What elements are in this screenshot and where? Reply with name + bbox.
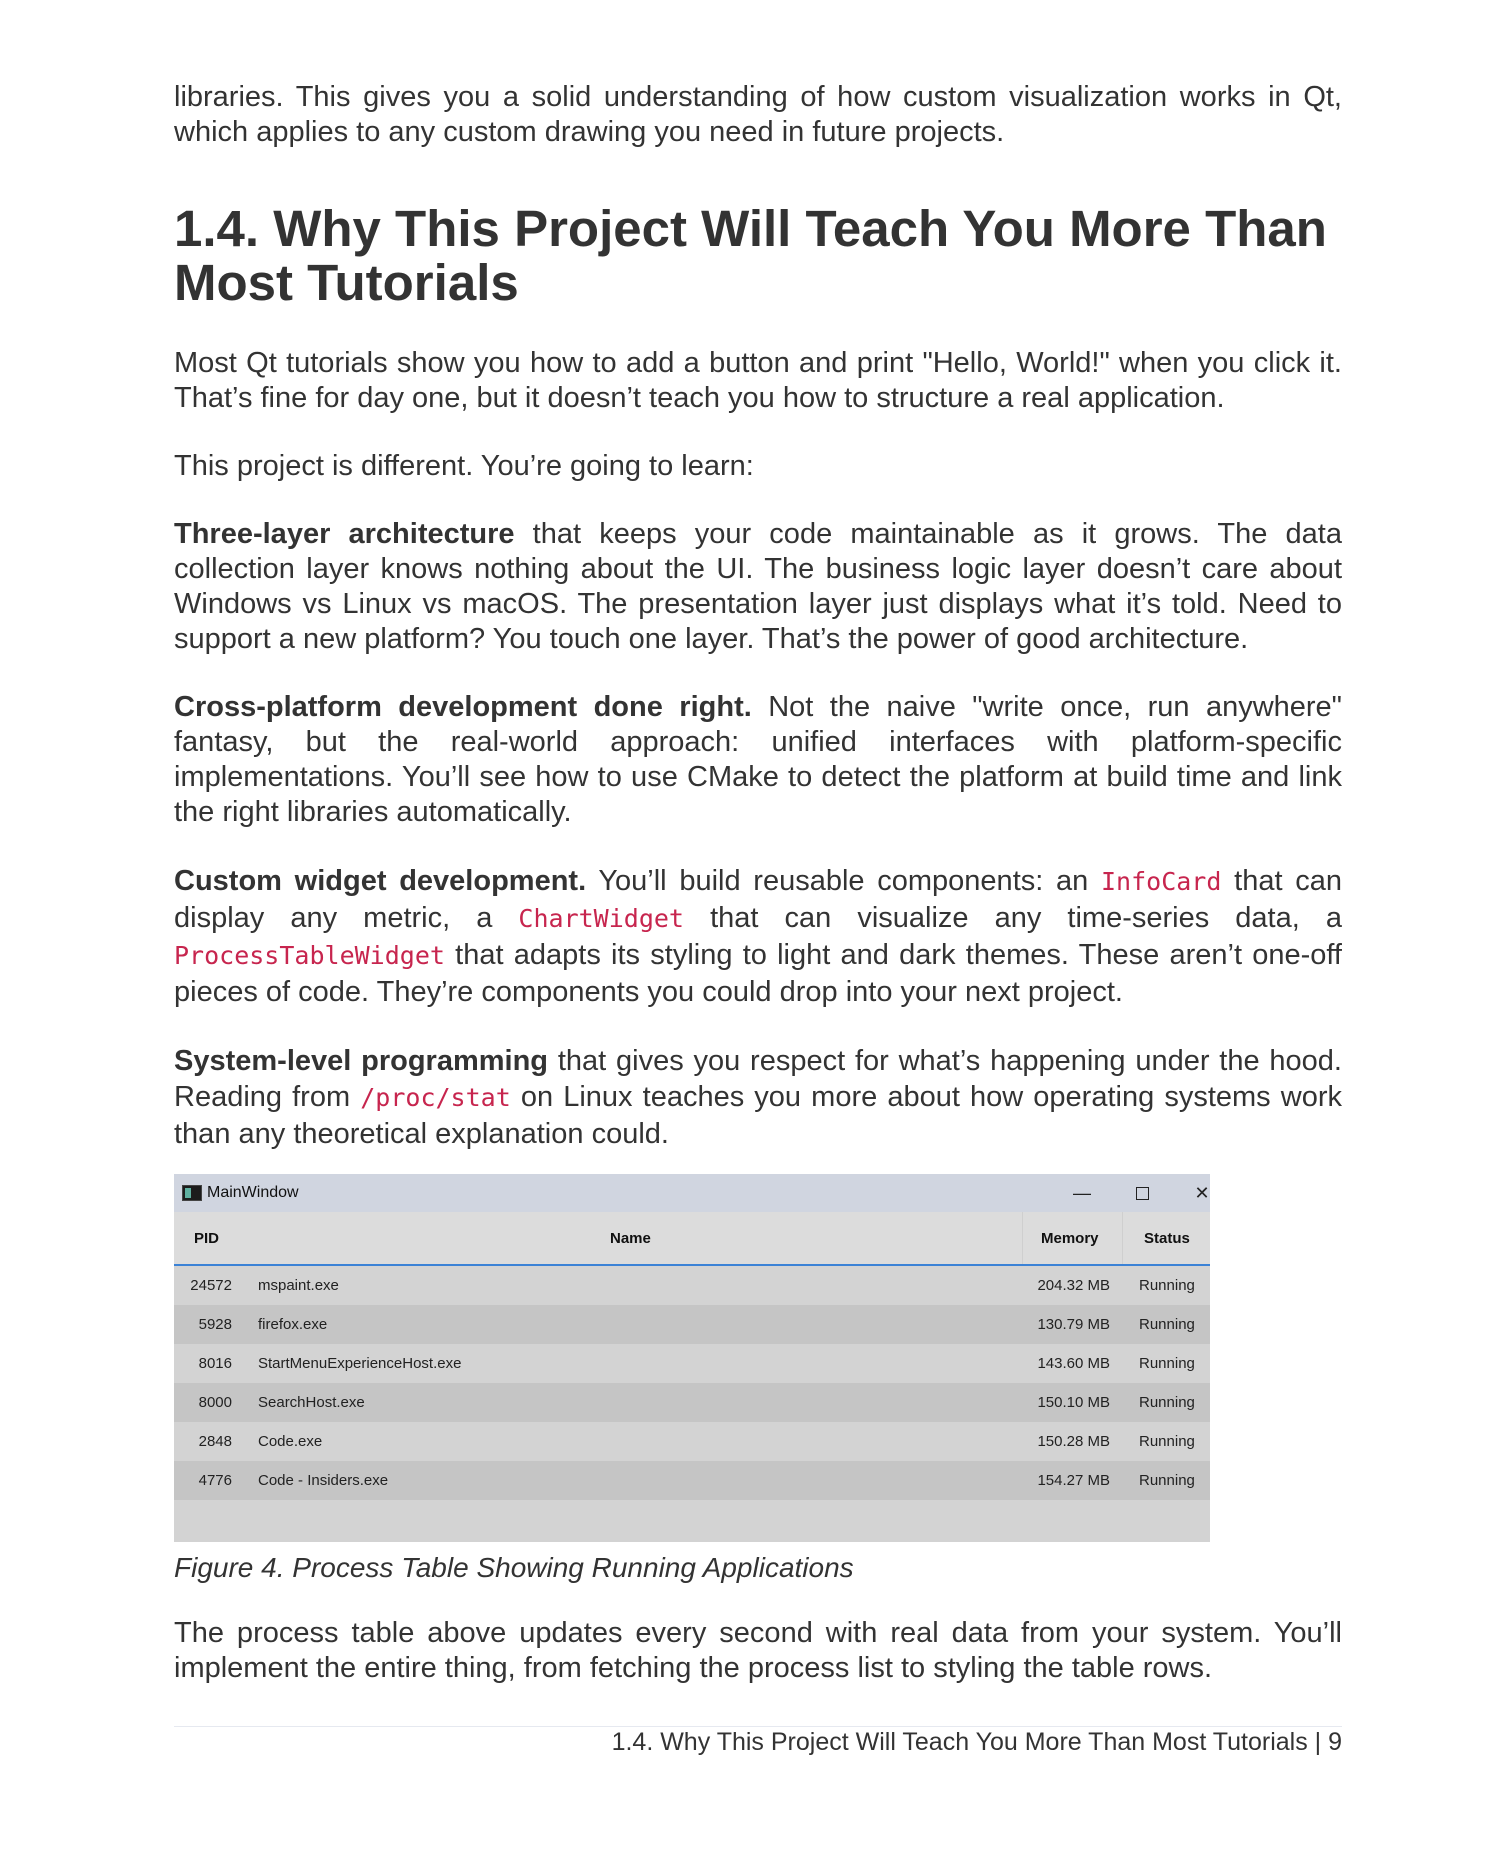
system-level-text-1: that gives you respect for what’s happening under the hood. Reading from bbox=[174, 1045, 1342, 1113]
figure-process-table bbox=[174, 1174, 1210, 1542]
code-processtablewidget: ProcessTableWidget bbox=[174, 941, 445, 970]
closing-section bbox=[174, 1616, 1342, 1686]
close-button[interactable]: ✕ bbox=[1194, 1182, 1210, 1203]
custom-widget-text-2: that can display any metric, a bbox=[174, 865, 1342, 934]
maximize-icon bbox=[1136, 1187, 1149, 1200]
custom-widget-text-4: that adapts its styling to light and dark themes. These aren’t one-off pieces of code. They’re components you could drop into your next project. bbox=[174, 939, 1342, 1008]
term-three-layer: Three-layer architecture bbox=[174, 518, 515, 550]
minimize-button[interactable]: — bbox=[1073, 1182, 1091, 1203]
cell-memory: 154.27 MB bbox=[1037, 1472, 1110, 1489]
code-infocard: InfoCard bbox=[1101, 867, 1222, 896]
cell-name: mspaint.exe bbox=[258, 1277, 339, 1294]
header-divider[interactable] bbox=[1022, 1212, 1023, 1264]
paragraph-learn-intro: This project is different. You’re going to learn: bbox=[174, 450, 754, 482]
cell-pid: 24572 bbox=[190, 1277, 232, 1294]
cell-pid: 8000 bbox=[198, 1394, 232, 1411]
term-system-level: System-level programming bbox=[174, 1045, 549, 1077]
cell-name: firefox.exe bbox=[258, 1316, 328, 1333]
column-header-status[interactable]: Status bbox=[1144, 1230, 1190, 1247]
paragraph-cross-platform bbox=[174, 690, 1342, 830]
cell-name: Code.exe bbox=[258, 1433, 323, 1450]
paragraph-system-level bbox=[174, 1043, 1342, 1152]
term-cross-platform: Cross-platform development done right. bbox=[174, 691, 752, 723]
cell-status: Running bbox=[1139, 1472, 1195, 1489]
closing-paragraph: The process table above updates every second with real data from your system. You’ll implement the entire thing, from fetching the process list to styling the table rows. bbox=[174, 1617, 1342, 1684]
window-titlebar[interactable] bbox=[174, 1174, 1210, 1212]
cell-memory: 130.79 MB bbox=[1037, 1316, 1110, 1333]
table-row[interactable] bbox=[174, 1422, 1210, 1461]
cell-status: Running bbox=[1139, 1355, 1195, 1372]
three-layer-text: that keeps your code maintainable as it grows. The data collection layer knows nothing about the UI. The business logic layer doesn’t care about Windows vs Linux vs macOS. The presentation layer just displays what it’s told. Need to support a new platform? You touch one layer. That’s the power of good architecture. bbox=[174, 518, 1342, 655]
code-proc-stat: /proc/stat bbox=[360, 1083, 511, 1112]
intro-paragraph-tail: libraries. This gives you a solid understanding of how custom visualization works in Qt, which applies to any custom drawing you need in future projects. bbox=[174, 81, 1342, 148]
cell-pid: 5928 bbox=[198, 1316, 232, 1333]
column-header-memory[interactable]: Memory bbox=[1041, 1230, 1099, 1247]
main-content bbox=[174, 80, 1342, 1152]
table-row[interactable] bbox=[174, 1344, 1210, 1383]
cell-memory: 150.28 MB bbox=[1037, 1433, 1110, 1450]
table-row[interactable] bbox=[174, 1383, 1210, 1422]
cell-status: Running bbox=[1139, 1316, 1195, 1333]
column-header-pid[interactable]: PID bbox=[194, 1230, 220, 1247]
footer-divider bbox=[174, 1726, 1342, 1727]
page-footer: 1.4. Why This Project Will Teach You More Than Most Tutorials | 9 bbox=[611, 1728, 1342, 1756]
main-window bbox=[174, 1174, 1210, 1542]
system-level-text-2: on Linux teaches you more about how operating systems work than any theoretical explanation could. bbox=[174, 1081, 1342, 1150]
cross-platform-text: Not the naive "write once, run anywhere" fantasy, but the real-world approach: unified interfaces with platform-specific implementations. You’ll see how to use CMake to detect the platform at build time and link the right libraries automatically. bbox=[174, 691, 1342, 828]
paragraph-custom-widget bbox=[174, 863, 1342, 1010]
app-window-icon bbox=[182, 1185, 202, 1201]
section-heading: 1.4. Why This Project Will Teach You More Than Most Tutorials bbox=[174, 200, 1327, 311]
cell-status: Running bbox=[1139, 1433, 1195, 1450]
header-divider[interactable] bbox=[1122, 1212, 1123, 1264]
paragraph-three-layer bbox=[174, 517, 1342, 657]
cell-memory: 204.32 MB bbox=[1037, 1277, 1110, 1294]
cell-name: Code - Insiders.exe bbox=[258, 1472, 389, 1489]
cell-name: SearchHost.exe bbox=[258, 1394, 365, 1411]
figure-caption: Figure 4. Process Table Showing Running Applications bbox=[174, 1552, 854, 1583]
window-title: MainWindow bbox=[207, 1184, 299, 1201]
table-row[interactable] bbox=[174, 1266, 1210, 1305]
custom-widget-text-1: You’ll build reusable components: an bbox=[586, 865, 1101, 897]
column-header-name[interactable]: Name bbox=[610, 1230, 651, 1247]
cell-memory: 143.60 MB bbox=[1037, 1355, 1110, 1372]
table-row[interactable] bbox=[174, 1305, 1210, 1344]
cell-status: Running bbox=[1139, 1394, 1195, 1411]
cell-status: Running bbox=[1139, 1277, 1195, 1294]
cell-pid: 4776 bbox=[198, 1472, 232, 1489]
cell-memory: 150.10 MB bbox=[1037, 1394, 1110, 1411]
table-header bbox=[174, 1212, 1210, 1266]
table-row[interactable] bbox=[174, 1461, 1210, 1500]
term-custom-widget: Custom widget development. bbox=[174, 865, 587, 897]
cell-pid: 2848 bbox=[198, 1433, 232, 1450]
paragraph-tutorials: Most Qt tutorials show you how to add a button and print "Hello, World!" when you click it. That’s fine for day one, but it doesn’t teach you how to structure a real application. bbox=[174, 347, 1342, 414]
maximize-button[interactable] bbox=[1120, 1178, 1164, 1208]
code-chartwidget: ChartWidget bbox=[518, 904, 684, 933]
cell-pid: 8016 bbox=[198, 1355, 232, 1372]
custom-widget-text-3: that can visualize any time-series data, a bbox=[684, 902, 1342, 934]
cell-name: StartMenuExperienceHost.exe bbox=[258, 1355, 462, 1372]
